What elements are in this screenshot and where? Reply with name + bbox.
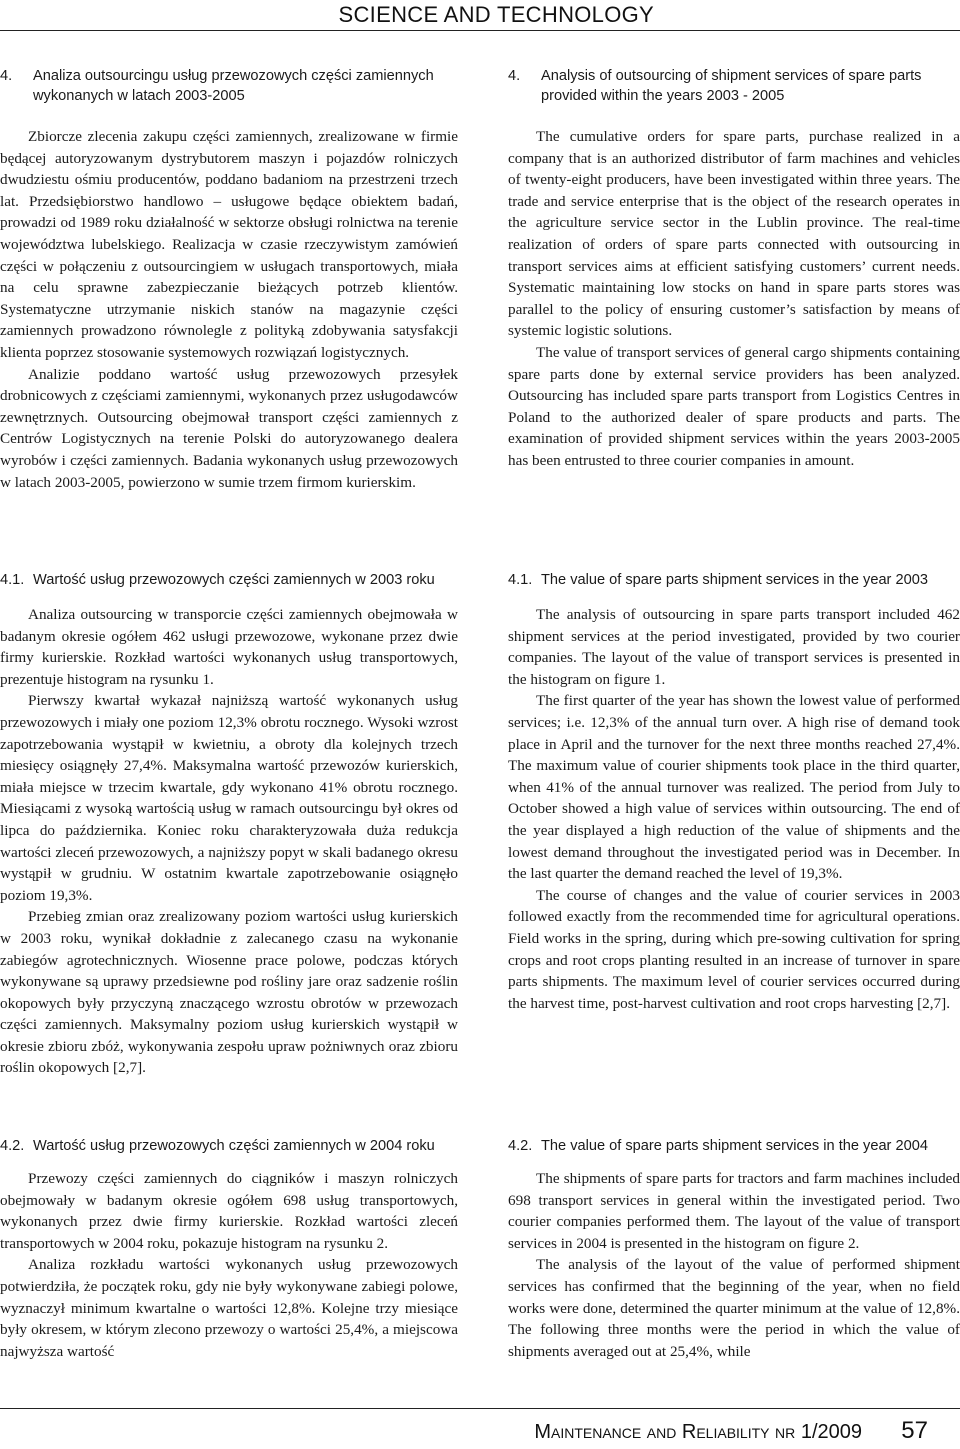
paragraph: Zbiorcze zlecenia zakupu części zamiennych, zrealizowane w firmie będącej autoryzowanym dystrybutorem maszyn i pojazdów rolniczych dwudziestu ośmiu producentów, poddano badaniom na przestrzeni trzech lat. Przedsiębiorstwo handlowo – usługowe będące obiektem badań, prowadzi od 1989 roku działalność w sektorze obsługi rolnictwa na terenie województwa lubelskiego. Realizacja w czasie rzeczywistym zamówień części w połączeniu z outsourcingiem w usługach transportowych, miała na celu sprawne zabezpieczanie bieżących potrzeb klientów. Systematyczne utrzymanie niskich stanów na magazynie części zamiennych prowadzono równolegle z polityką zdobywania satysfakcji klienta poprzez stosowanie systemowych rozwiązań logistycznych. bbox=[0, 128, 458, 361]
paragraph: The analysis of the layout of the value of performed shipment services has confirmed that the beginning of the year, when no field works were done, determined the quarter minimum at the value of 12,8%. The following three months were the period in which the value of shipments averaged out at 25,4%, while bbox=[508, 1256, 960, 1360]
left-s41-body bbox=[0, 604, 458, 1079]
section-title: SCIENCE AND TECHNOLOGY bbox=[338, 2, 654, 27]
right-s42-body bbox=[508, 1168, 960, 1362]
section-title-text: The value of spare parts shipment services in the year 2004 bbox=[541, 1138, 928, 1154]
section-number: 4.2. bbox=[0, 1138, 25, 1154]
right-s4-heading bbox=[508, 66, 960, 106]
paragraph: The course of changes and the value of courier services in 2003 followed exactly from the recommended time for agricultural operations. Field works in the spring, during which pre-sowing cultivation for spring crops and root crops planting resulted in an increase of turnover in spare parts shipments. The maximum level of courier services occurred during the harvest time, post-harvest cultivation and root crops harvesting [2,7]. bbox=[508, 886, 960, 1012]
paragraph: Pierwszy kwartał wykazał najniższą wartość wykonanych usług przewozowych i miały one poziom 12,3% obrotu rocznego. Wysoki wzrost zapotrzebowania wystąpił w kwietniu, a obroty dla kolejnych trzech miesięcy osiągnęły 27,4%. Maksymalna wartość przewozów kurierskich, miała miejsce w trzecim kwartale, gdy wykonano 41% obrotu rocznego. Miesiącami z wysoką wartością usług w ramach outsourcingu był okres od lipca do października. Koniec roku charakteryzowała duża redukcja wartości zleceń przewozowych, a najniższy popyt w skali badanego okresu wystąpił w grudniu. W ostatnim kwartale zapotrzebowanie osiągnęło poziom 19,3%. bbox=[0, 692, 458, 904]
section-title-text: Wartość usług przewozowych części zamiennych w 2004 roku bbox=[33, 1138, 435, 1154]
section-title-text: Analysis of outsourcing of shipment services of spare parts provided within the years 2003 - 2005 bbox=[541, 68, 922, 104]
left-s4-body bbox=[0, 126, 458, 493]
journal-name: Maintenance and Reliability nr 1/2009 bbox=[534, 1421, 862, 1443]
paragraph: Analiza rozkładu wartości wykonanych usług przewozowych potwierdziła, że początek roku, gdy nie były wykonywane zabiegi polowe, wyznaczył minimum kwartalne o wartości 12,8%. Kolejne trzy miesiące były okresem, w którym zlecono przewozy o wartości 25,4%, a miejscowa najwyższa wartość bbox=[0, 1256, 458, 1360]
paragraph: Przebieg zmian oraz zrealizowany poziom wartości usług kurierskich w 2003 roku, wynikał dokładnie z zalecanego czasu na wykonanie zabiegów agrotechnicznych. Wiosenne prace polowe, podczas których wykonywane są uprawy przedsiewne pod rośliny jare oraz sadzenie roślin okopowych były przyczyną znaczącego wzrostu obrotów w przewozach części zamiennych. Maksymalny poziom usług kurierskich wystąpił w okresie zbioru zbóż, wykonywania zespołu upraw pożniwnych oraz zbioru roślin okopowych [2,7]. bbox=[0, 908, 458, 1077]
section-number: 4.1. bbox=[0, 572, 25, 588]
section-title-text: The value of spare parts shipment services in the year 2003 bbox=[541, 572, 928, 588]
section-title-text: Wartość usług przewozowych części zamiennych w 2003 roku bbox=[33, 572, 435, 588]
running-footer bbox=[0, 1408, 960, 1449]
paragraph: The cumulative orders for spare parts, purchase realized in a company that is an authorized distributor of farm machines and vehicles of twenty-eight producers, have been investigated within three years. The trade and service enterprise that is the object of the research operates in the agriculture service sector in the Lublin province. The real-time realization of orders of spare parts connected with outsourcing in transport services aims at efficient satisfying customers’ current needs. Systematic maintaining low stocks on hand in spare parts stores was parallel to the policy of ensuring customer’s satisfaction by means of systemic logistic solutions. bbox=[508, 128, 960, 340]
paragraph: The value of transport services of general cargo shipments containing spare parts done by external service providers has been analyzed. Outsourcing has included spare parts transport from Logistics Centres in Poland to the authorized dealer of spare products and parts. The examination of provided shipment services within the years 2003-2005 has been entrusted to three courier companies in amount. bbox=[508, 343, 960, 469]
paragraph: Przewozy części zamiennych do ciągników i maszyn rolniczych obejmowały w badanym okresie ogółem 698 usług transportowych, wykonanych przez dwie firmy kurierskie. Rozkład wartości zleceń transportowych w 2004 roku, pokazuje histogram na rysunku 2. bbox=[0, 1170, 458, 1252]
section-number: 4.2. bbox=[508, 1138, 533, 1154]
paragraph: The shipments of spare parts for tractors and farm machines included 698 transport services in general within the investigated period. Two courier companies performed them. The layout of the value of transport services in 2004 is presented in the histogram on figure 2. bbox=[508, 1170, 960, 1252]
paragraph: Analizie poddano wartość usług przewozowych przesyłek drobnicowych z częściami zamiennymi, wykonanych przez usługodawców zewnętrznych. Outsourcing obejmował transport części zamiennych z Centrów Logistycznych na terenie Polski do autoryzowanego dealera wyrobów i części zamiennych. Badania wykonanych usług przewozowych w latach 2003-2005, powierzono w sumie trzem firmom kurierskim. bbox=[0, 365, 458, 491]
left-s42-heading bbox=[0, 1136, 458, 1156]
left-s4-heading bbox=[0, 66, 458, 106]
paragraph: The analysis of outsourcing in spare parts transport included 462 shipment services at the period investigated, provided by two courier companies. The layout of the value of transport services is presented in the histogram on figure 1. bbox=[508, 606, 960, 688]
paragraph: The first quarter of the year has shown the lowest value of performed services; i.e. 12,3% of the annual turn over. A high rise of demand took place in April and the turnover for the next three months reached 27,4%. The maximum value of courier shipments took place in the third quarter, when 41% of the annual turnover was realized. The period from July to October showed a high value of services within outsourcing. The end of the year displayed a high reduction of the value of shipments and the lowest demand throughout the investigated period was in December. In the last quarter the demand reached the level of 19,3%. bbox=[508, 692, 960, 883]
left-s41-heading bbox=[0, 570, 458, 590]
left-s42-body bbox=[0, 1168, 458, 1362]
section-number: 4. bbox=[0, 68, 13, 84]
section-number: 4. bbox=[508, 68, 521, 84]
running-header bbox=[0, 0, 960, 31]
section-number: 4.1. bbox=[508, 572, 533, 588]
right-s41-heading bbox=[508, 570, 960, 590]
right-s41-body bbox=[508, 604, 960, 1014]
right-s42-heading bbox=[508, 1136, 960, 1156]
paragraph: Analiza outsourcing w transporcie części zamiennych obejmowała w badanym okresie ogółem 462 usługi przewozowe, wykonane przez dwie firmy kurierskie. Rozkład wartości wykonanych usług transportowych, prezentuje histogram na rysunku 1. bbox=[0, 606, 458, 688]
section-title-text: Analiza outsourcingu usług przewozowych części zamiennych wykonanych w latach 2003-2005 bbox=[33, 68, 434, 104]
page-number: 57 bbox=[901, 1417, 928, 1444]
right-s4-body bbox=[508, 126, 960, 472]
